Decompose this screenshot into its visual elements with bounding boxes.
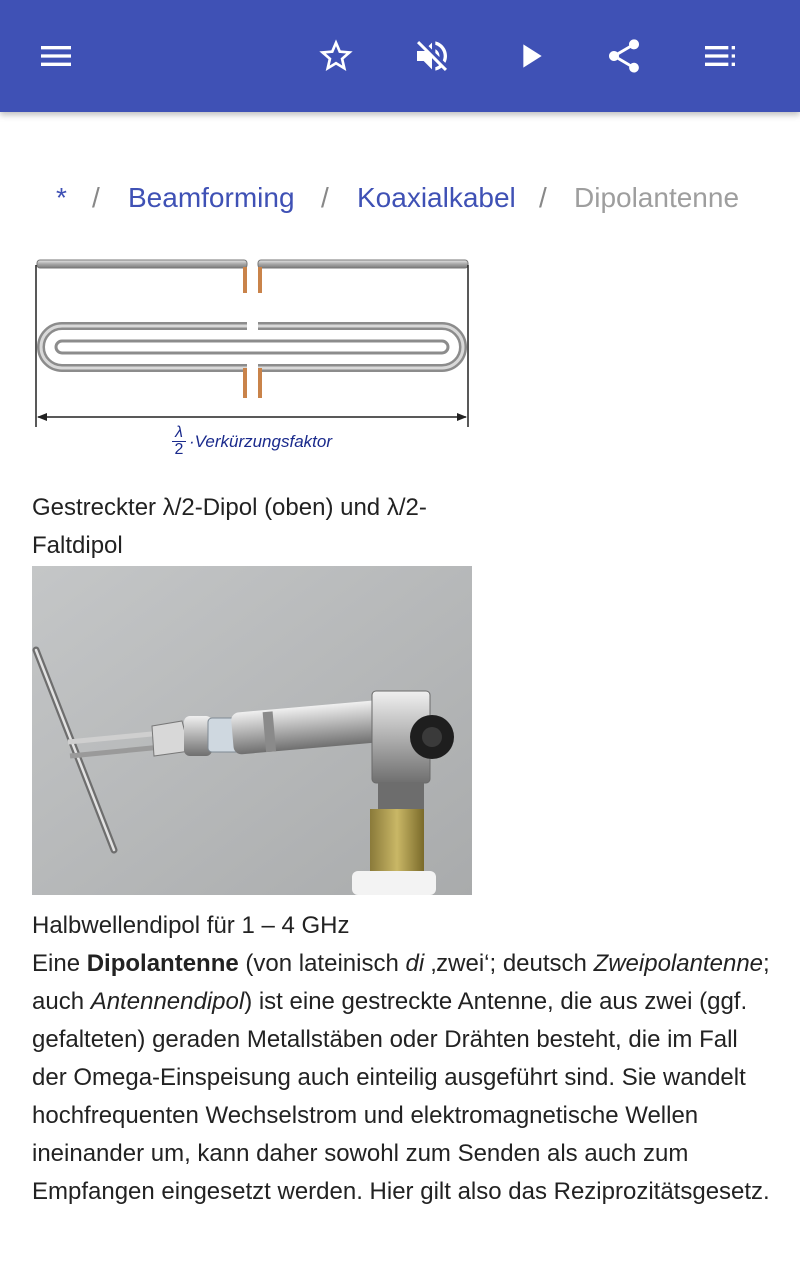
share-button[interactable] [596, 28, 652, 84]
list-icon [700, 36, 740, 76]
table-of-contents-button[interactable] [692, 28, 748, 84]
formula-numerator: λ [175, 424, 183, 441]
star-outline-icon [316, 36, 356, 76]
breadcrumb-separator: / [321, 182, 329, 213]
figure-caption: Gestreckter λ/2-Dipol (oben) und λ/2-Faltdipol [32, 494, 427, 559]
italic-term: di [405, 950, 425, 977]
formula-text: ·Verkürzungsfaktor [189, 431, 332, 451]
paragraph-text: ; auch [32, 950, 770, 1015]
formula-label [172, 425, 332, 458]
menu-button[interactable] [28, 28, 84, 84]
play-icon [510, 36, 550, 76]
mute-button[interactable] [404, 28, 460, 84]
italic-term: Antennendipol [90, 988, 245, 1015]
breadcrumb-separator: / [539, 182, 547, 213]
favorite-button[interactable] [308, 28, 364, 84]
breadcrumb-current: Dipolantenne [574, 182, 740, 213]
formula-denominator: 2 [174, 441, 184, 458]
play-button[interactable] [502, 28, 558, 84]
article-paragraph [32, 945, 772, 1211]
paragraph-text: (von lateinisch [238, 950, 406, 977]
volume-off-icon [412, 36, 452, 76]
italic-term: Zweipolantenne [593, 950, 764, 977]
paragraph-text: Eine [32, 950, 87, 977]
breadcrumb-link-koaxialkabel[interactable]: Koaxialkabel [357, 182, 516, 213]
dipole-diagram[interactable] [32, 255, 472, 470]
app-toolbar [0, 0, 800, 112]
menu-icon [36, 36, 76, 76]
breadcrumb-separator: / [92, 182, 100, 213]
dipole-photo[interactable] [32, 566, 472, 895]
bold-term: Dipolantenne [86, 950, 239, 977]
breadcrumb-root-link[interactable]: * [56, 182, 67, 213]
share-icon [604, 36, 644, 76]
paragraph-text: ) ist eine gestreckte Antenne, die aus zwei (ggf. gefalteten) geraden Metallstäben oder Drähten besteht, die im Fall der Omega-Einspeisung auch einteilig ausgeführt sind. Sie wandelt hochfrequenten Wechselstrom und elektromagnetische Wellen ineinander um, kann daher sowohl zum Senden als auch zum Empfangen eingesetzt werden. Hier gilt also das Reziprozitätsgesetz. [32, 988, 770, 1205]
figure-caption: Halbwellendipol für 1 – 4 GHz [32, 912, 350, 939]
breadcrumb-link-beamforming[interactable]: Beamforming [128, 182, 295, 213]
paragraph-text: ‚zwei‘; deutsch [424, 950, 594, 977]
